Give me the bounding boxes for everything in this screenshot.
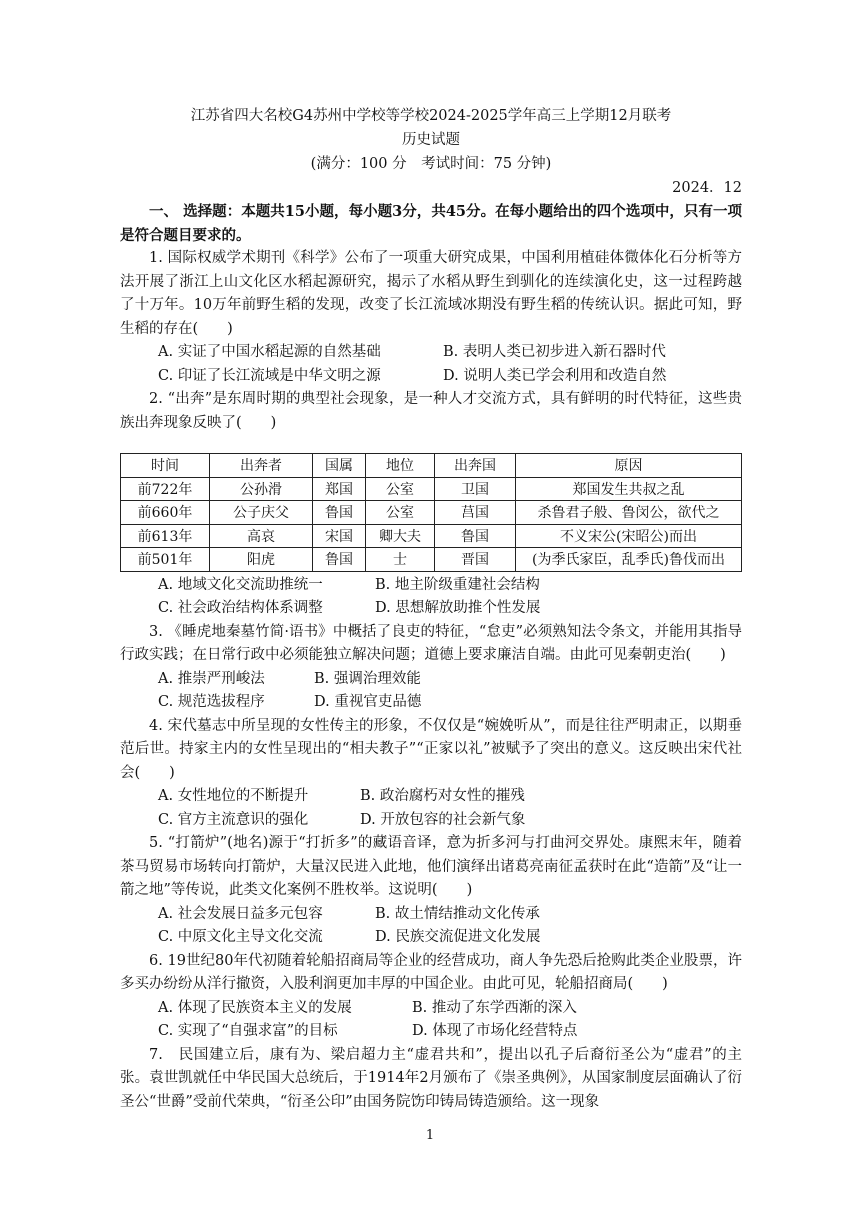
exam-date: 2024．12 [672,180,742,196]
table-cell: 公孙滑 [210,477,313,501]
option-row [120,997,742,1021]
column-header: 地位 [366,454,435,478]
option-c: C. 实现了“自强求富”的目标 [158,1023,338,1039]
option-d: D. 说明人类已学会利用和改造自然 [443,367,667,384]
exile-table [120,453,742,572]
option-d: D. 思想解放助推个性发展 [375,600,541,616]
table-cell: 不义宋公(宋昭公)而出 [516,524,742,548]
option-row [120,341,742,365]
table-row [121,548,742,572]
table-cell: 高哀 [210,524,313,548]
table-cell: 卿大夫 [366,524,435,548]
option-b: B. 强调治理效能 [314,670,421,687]
question-stem: 6. 19世纪80年代初随着轮船招商局等企业的经营成功，商人争先恐后抢购此类企业股票，许多买办纷纷从洋行撤资，入股利润更加丰厚的中国企业。由此可见，轮船招商局( ) [120,952,742,992]
column-header: 国属 [313,454,366,478]
table-cell: 前613年 [121,524,210,548]
table-cell: (为季氏家臣，乱季氏)鲁伐而出 [516,548,742,572]
option-c: C. 印证了长江流域是中华文明之源 [158,367,381,384]
option-a: A. 地域文化交流助推统一 [158,576,323,593]
question-stem: 4. 宋代墓志中所呈现的女性传主的形象，不仅仅是“婉娩听从”，而是往往严明肃正，以期垂范后世。持家主内的女性呈现出的“相夫教子”“正家以礼”被赋予了突出的意义。这反映出宋代社会( ) [120,717,742,781]
question-stem: 7. 民国建立后，康有为、梁启超力主“虚君共和”，提出以孔子后裔衍圣公为“虚君”的主张。袁世凯就任中华民国大总统后，于1914年2月颁布了《崇圣典例》，从国家制度层面确认了衍圣公“世爵”受前代荣典，“衍圣公印”由国务院饬印铸局铸造颁给。这一现象 [120,1046,742,1110]
question-stem: 2. “出奔”是东周时期的典型社会现象，是一种人才交流方式，具有鲜明的时代特征，这些贵族出奔现象反映了( ) [120,391,742,431]
option-row [120,691,742,715]
column-header: 时间 [121,454,210,478]
table-cell: 晋国 [435,548,516,572]
option-a: A. 体现了民族资本主义的发展 [158,999,352,1016]
option-d: D. 民族交流促进文化发展 [375,929,541,945]
column-header: 出奔者 [210,454,313,478]
page-content [120,104,742,1114]
option-d: D. 重视官吏品德 [314,694,422,710]
option-row [120,1020,742,1044]
table-cell: 公子庆父 [210,501,313,525]
option-a: A. 实证了中国水稻起源的自然基础 [158,344,381,360]
question-stem: 5. “打箭炉”(地名)源于“打折多”的藏语音译，意为折多河与打曲河交界处。康熙末年，随着茶马贸易市场转向打箭炉，大量汉民进入此地，他们演绎出诸葛亮南征孟获时在此“造箭”及“让一箭之地”等传说，此类文化案例不胜枚举。这说明( ) [120,835,742,898]
option-row [120,809,742,833]
option-row [120,926,742,950]
question-stem: 1. 国际权威学术期刊《科学》公布了一项重大研究成果，中国利用植硅体微体化石分析等方法开展了浙江上山文化区水稻起源研究，揭示了水稻从野生到驯化的连续演化史，这一过程跨越了十万年。10万年前野生稻的发现，改变了长江流域冰期没有野生稻的传统认识。据此可知，野生稻的存在( ) [120,250,742,337]
table-cell: 阳虎 [210,548,313,572]
table-cell: 公室 [366,501,435,525]
option-b: B. 推动了东学西渐的深入 [412,999,577,1016]
option-row [120,365,742,389]
table-cell: 郑国发生共叔之乱 [516,477,742,501]
option-c: C. 规范选拔程序 [158,694,265,710]
table-cell: 杀鲁君子般、鲁闵公，欲代之 [516,501,742,525]
option-b: B. 地主阶级重建社会结构 [375,576,540,593]
option-a: A. 女性地位的不断提升 [158,788,309,804]
question-stem: 3. 《睡虎地秦墓竹简·语书》中概括了良吏的特征，“怠吏”必须熟知法令条文，并能用其指导行政实践；在日常行政中必须能独立解决问题；道德上要求廉洁自端。由此可见秦朝吏治( ) [120,623,742,663]
table-cell: 鲁国 [313,501,366,525]
option-a: A. 社会发展日益多元包容 [158,905,323,922]
table-cell: 郑国 [313,477,366,501]
section-heading: 一、 选择题：本题共15小题，每小题3分，共45分。在每小题给出的四个选项中，只有一项是符合题目要求的。 [120,203,742,244]
option-row [120,668,742,692]
table-cell: 卫国 [435,477,516,501]
exam-info: (满分：100 分 考试时间：75 分钟) [310,156,552,172]
column-header: 原因 [516,454,742,478]
option-c: C. 官方主流意识的强化 [158,811,309,828]
option-b: B. 故土情结推动文化传承 [375,905,540,922]
option-c: C. 中原文化主导文化交流 [158,929,323,945]
table-cell: 公室 [366,477,435,501]
table-row [121,477,742,501]
table-cell: 前501年 [121,548,210,572]
table-row [121,501,742,525]
table-cell: 莒国 [435,501,516,525]
exam-title: 江苏省四大名校G4苏州中学校等学校2024-2025学年高三上学期12月联考 [190,108,672,124]
table-cell: 前660年 [121,501,210,525]
option-a: A. 推崇严刑峻法 [158,670,265,687]
option-row [120,903,742,927]
table-header-row [121,454,742,478]
page-number: 1 [425,1128,435,1143]
option-d: D. 开放包容的社会新气象 [360,811,526,828]
option-b: B. 政治腐朽对女性的摧残 [360,788,525,804]
table-row [121,524,742,548]
option-c: C. 社会政治结构体系调整 [158,600,323,616]
option-d: D. 体现了市场化经营特点 [412,1023,578,1039]
table-cell: 鲁国 [313,548,366,572]
option-row [120,597,742,621]
table-cell: 宋国 [313,524,366,548]
option-row [120,574,742,598]
table-cell: 士 [366,548,435,572]
table-cell: 鲁国 [435,524,516,548]
subject-title: 历史试题 [402,132,460,148]
option-row [120,785,742,809]
table-cell: 前722年 [121,477,210,501]
option-b: B. 表明人类已初步进入新石器时代 [443,344,666,360]
column-header: 出奔国 [435,454,516,478]
